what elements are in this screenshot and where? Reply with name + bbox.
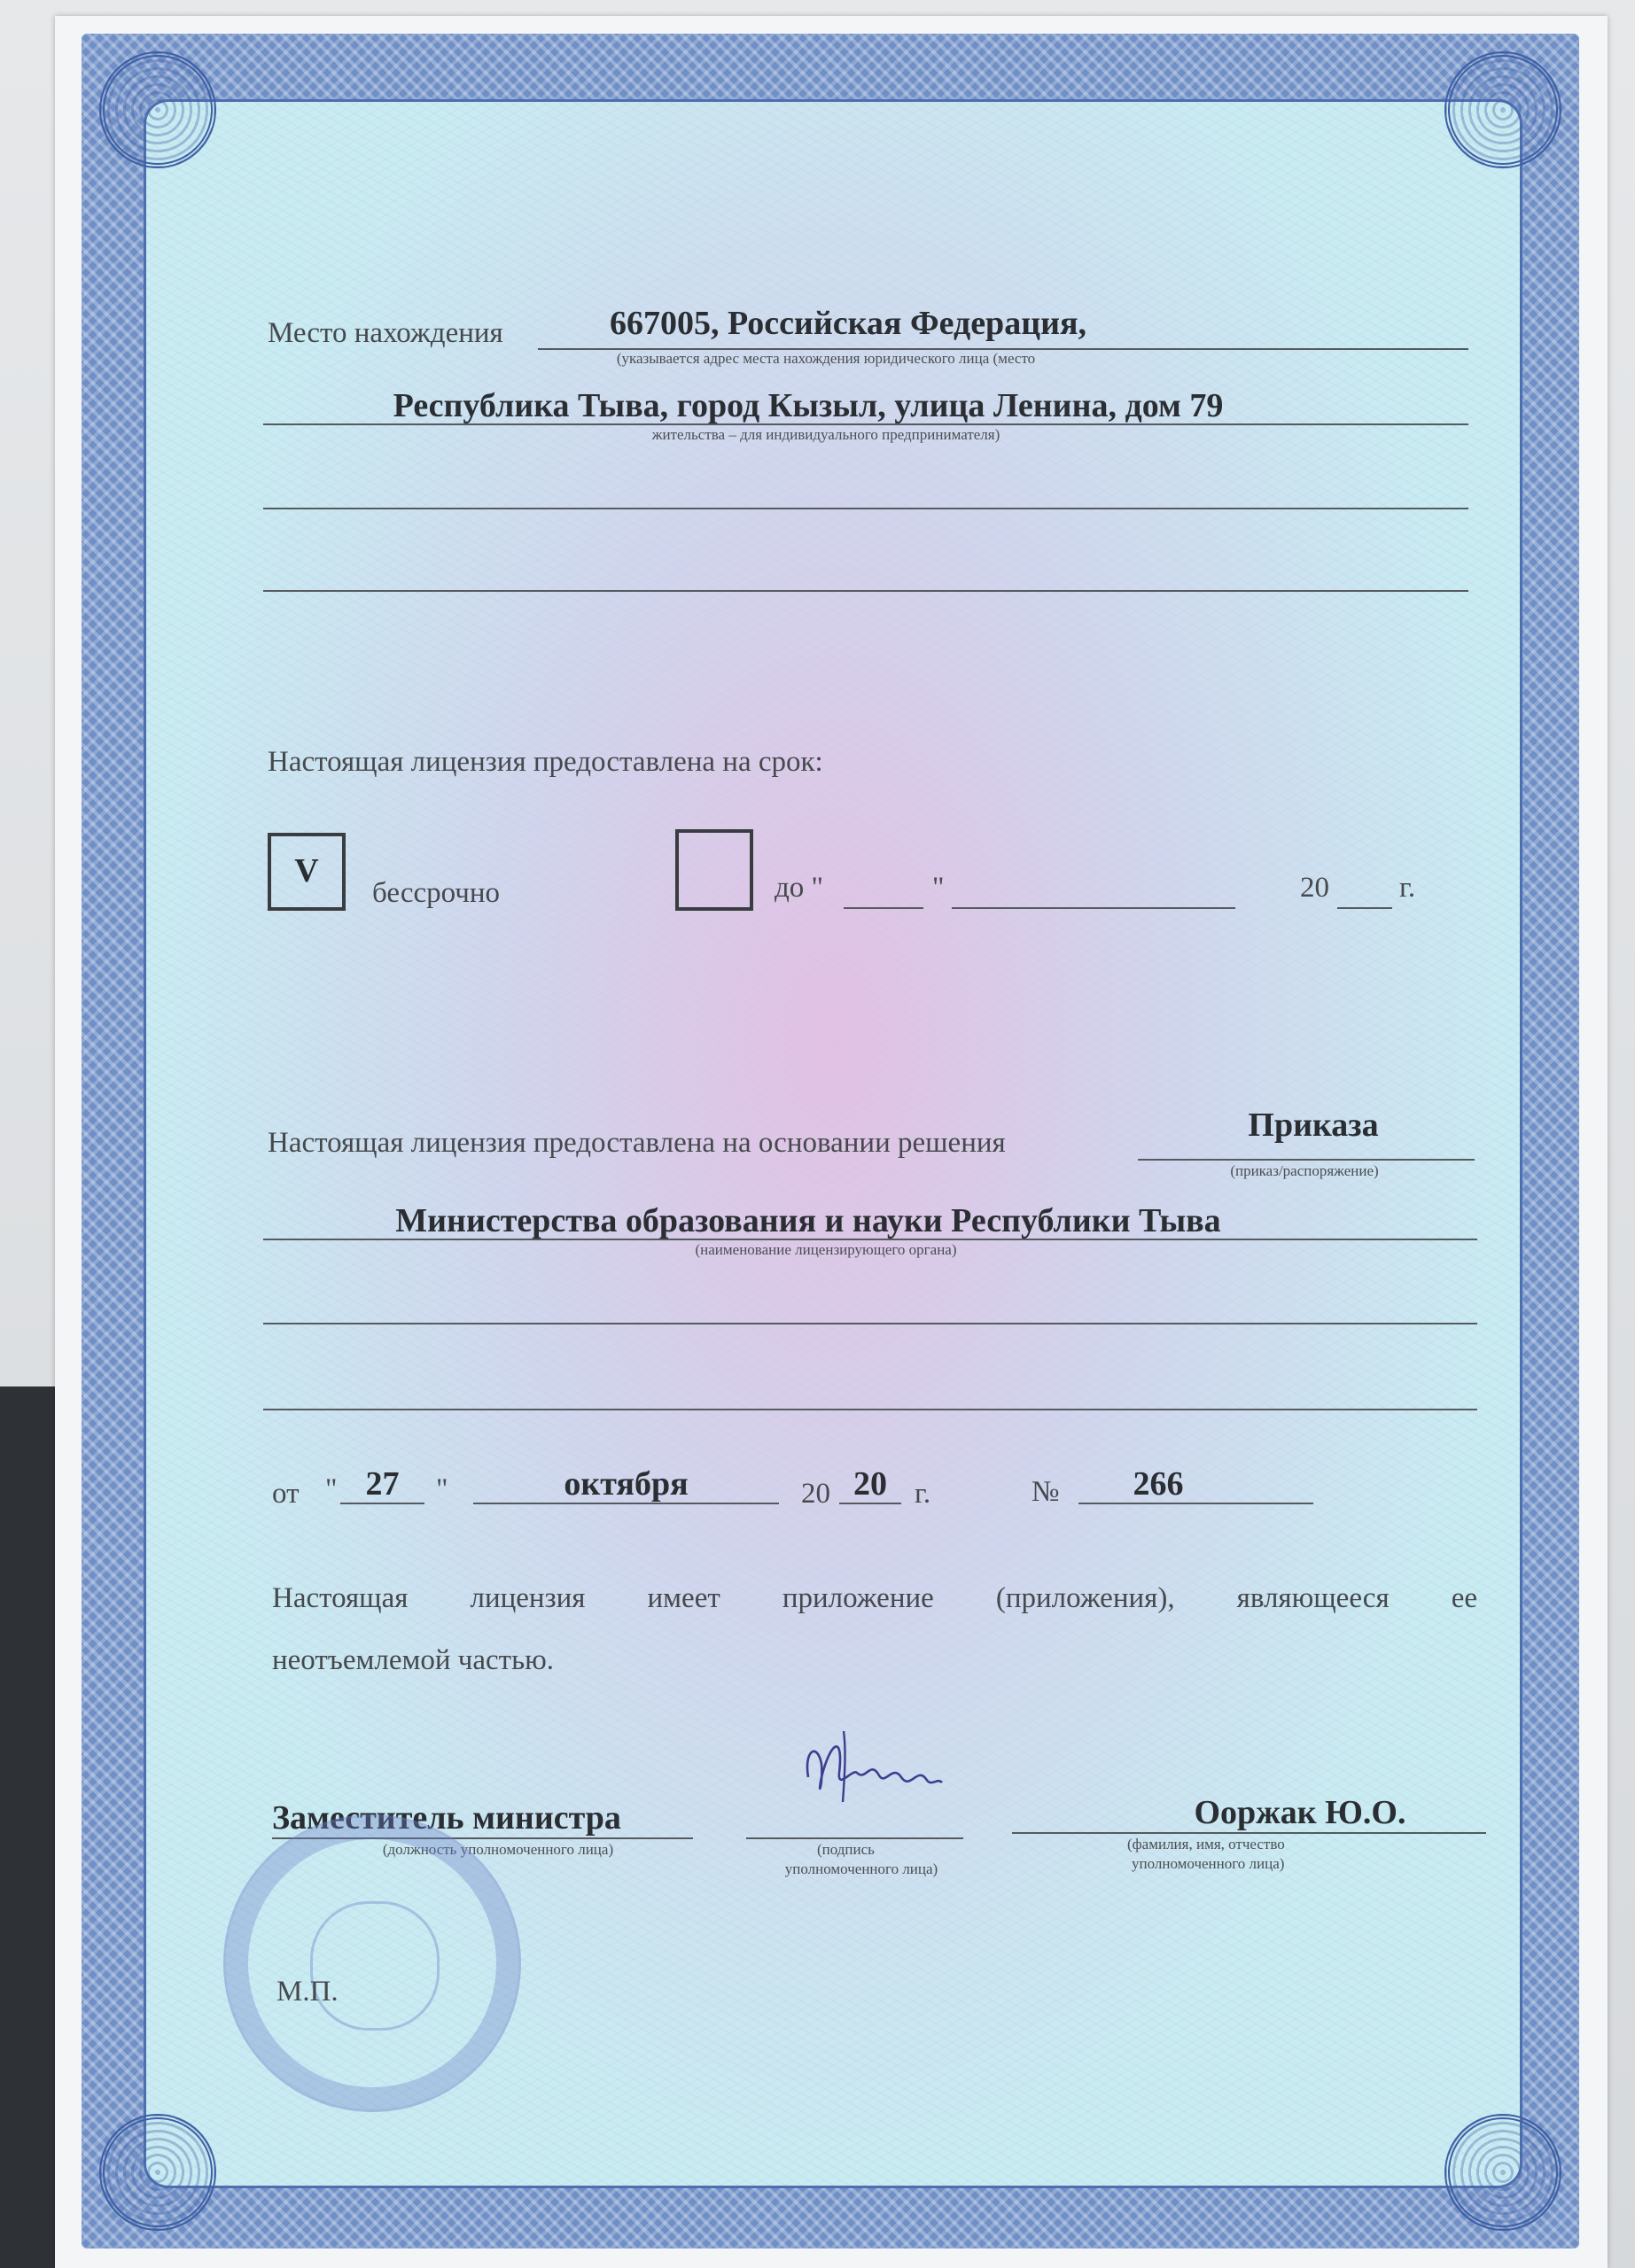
seal-label: М.П. [276, 1976, 339, 2008]
number-label: № [1032, 1476, 1060, 1508]
until-year-prefix: 20 [1300, 872, 1329, 904]
term-label: Настоящая лицензия предоставлена на срок: [268, 746, 823, 778]
authority-value: Министерства образования и науки Республики Тыва [395, 1202, 1221, 1239]
checkbox-mark: V [294, 852, 319, 889]
location-value-2: Республика Тыва, город Кызыл, улица Ленина, дом 79 [393, 387, 1224, 424]
location-value-1: 667005, Российская Федерация, [609, 305, 1087, 342]
authority-line-2 [263, 1323, 1477, 1324]
signature-hint-2: уполномоченного лица) [784, 1860, 938, 1877]
location-label: Место нахождения [268, 317, 503, 349]
name-line [1012, 1832, 1486, 1834]
until-day-line [844, 907, 923, 909]
location-line-4 [263, 590, 1468, 592]
date-open-quote: " [325, 1473, 338, 1505]
date-year-value: 20 [853, 1465, 887, 1503]
decision-type-value: Приказа [1248, 1107, 1379, 1144]
number-value: 266 [1133, 1465, 1184, 1503]
official-seal-icon [223, 1814, 521, 2112]
until-month-line [952, 907, 1235, 909]
date-year-suffix: г. [915, 1478, 931, 1510]
decision-hint: (приказ/распоряжение) [1230, 1162, 1379, 1179]
date-month-value: октября [564, 1465, 689, 1503]
signatory-name: Ооржак Ю.О. [1194, 1794, 1406, 1831]
until-year-suffix: г. [1399, 872, 1416, 904]
appendix-line-1: Настоящая лицензия имеет приложение (приложения), являющееся ее [272, 1582, 1477, 1614]
authority-hint: (наименование лицензирующего органа) [695, 1241, 957, 1258]
seal-emblem-icon [310, 1901, 440, 2031]
license-content [55, 16, 1608, 2268]
unlimited-label: бессрочно [372, 877, 501, 909]
until-quote-close: " [932, 872, 945, 904]
scan-edge-shadow [0, 1386, 62, 2268]
signature-image [768, 1724, 946, 1808]
appendix-line-2: неотъемлемой частью. [272, 1644, 555, 1676]
basis-label: Настоящая лицензия предоставлена на основании решения [268, 1127, 1006, 1159]
license-page [55, 16, 1608, 2268]
name-hint-1: (фамилия, имя, отчество [1127, 1836, 1285, 1852]
signatory-position: Заместитель министра [272, 1799, 621, 1837]
signature-hint-1: (подпись [817, 1841, 875, 1858]
signature-line [746, 1837, 963, 1839]
name-hint-2: уполномоченного лица) [1132, 1855, 1285, 1872]
until-date-checkbox [675, 829, 753, 911]
date-close-quote: " [436, 1473, 448, 1505]
decision-line [1138, 1159, 1475, 1161]
location-hint-2: жительства – для индивидуального предпринимателя) [651, 426, 1000, 443]
position-hint: (должность уполномоченного лица) [382, 1841, 614, 1858]
date-year-prefix: 20 [801, 1478, 830, 1510]
location-line-3 [263, 508, 1468, 509]
authority-line-3 [263, 1409, 1477, 1410]
until-year-line [1337, 907, 1392, 909]
until-label: до " [775, 872, 824, 904]
location-hint-1: (указывается адрес места нахождения юридического лица (место [616, 350, 1036, 367]
unlimited-checkbox [268, 833, 346, 911]
date-day-value: 27 [365, 1465, 400, 1503]
date-from-label: от [272, 1478, 300, 1510]
